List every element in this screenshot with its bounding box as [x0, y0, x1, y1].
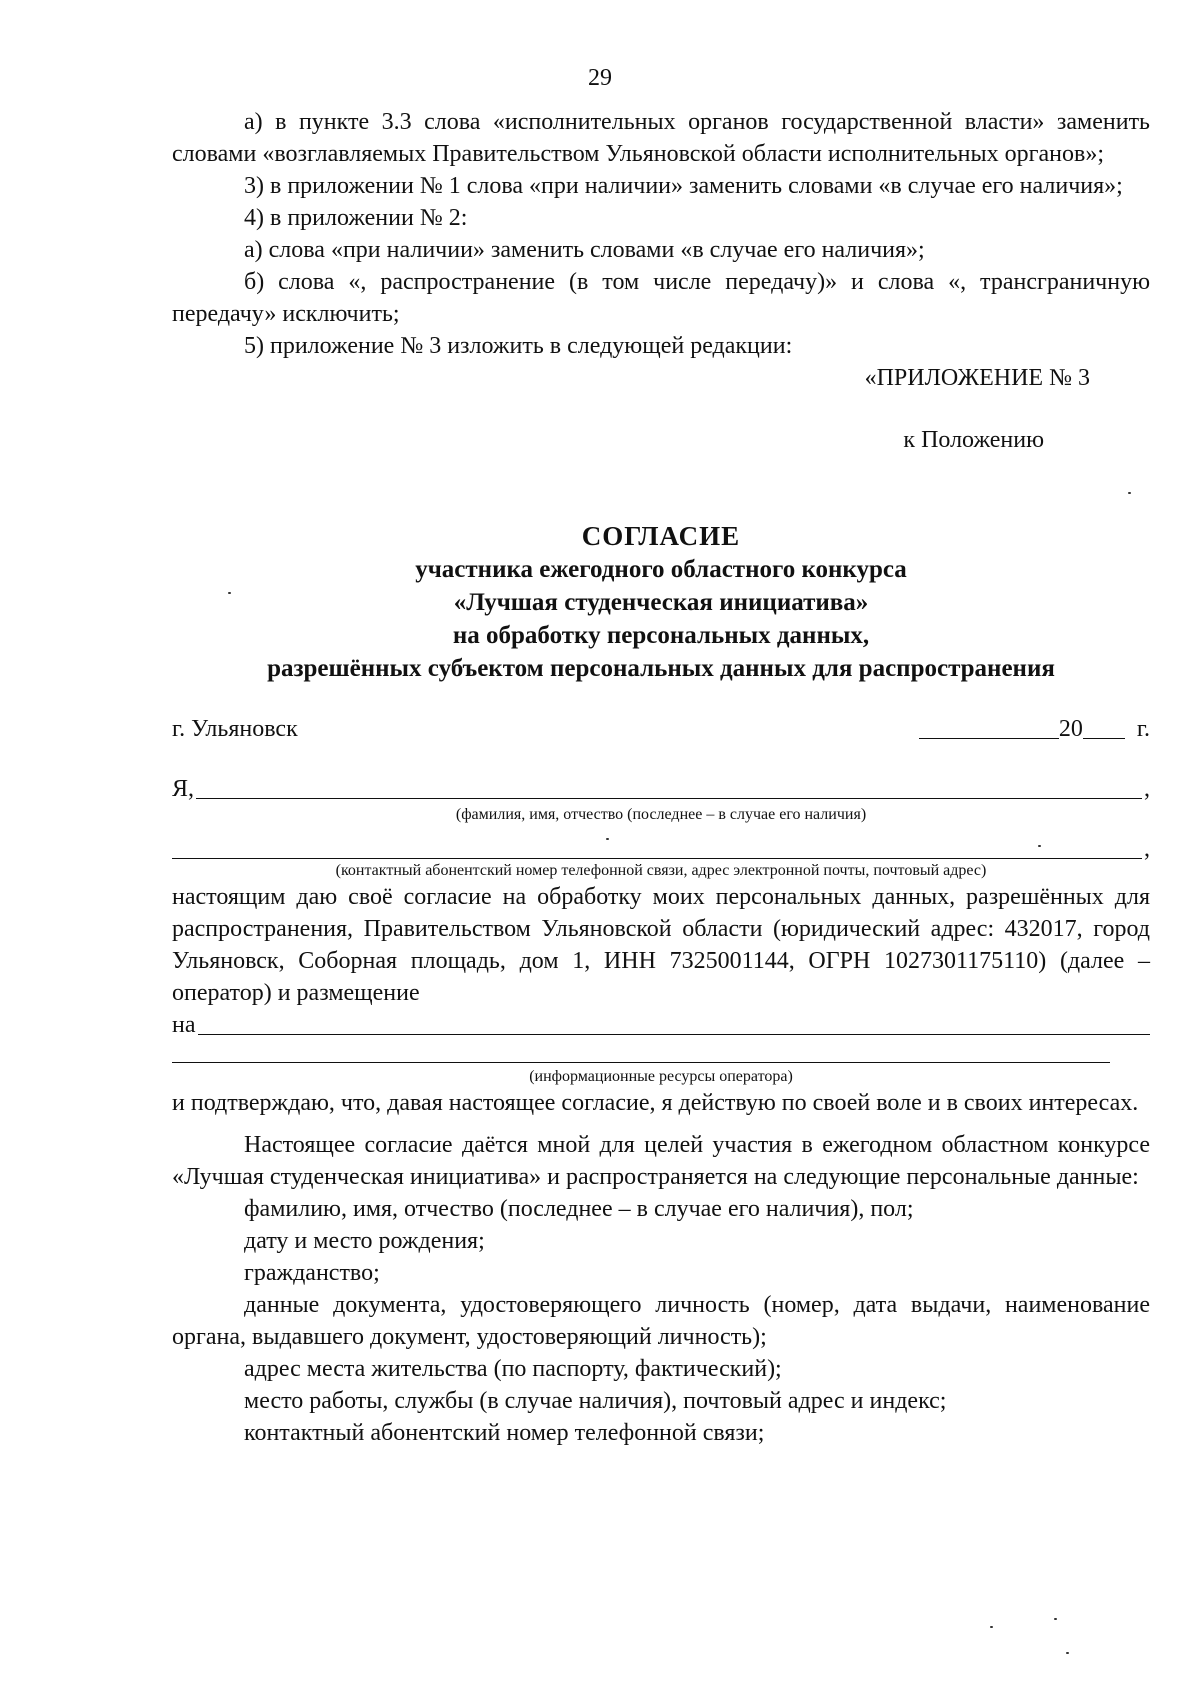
- hint-contact: (контактный абонентский номер телефонной связи, адрес электронной почты, почтовый адрес): [335, 862, 987, 879]
- fio-field[interactable]: [196, 774, 1142, 799]
- scan-speck: [606, 838, 609, 840]
- resources-field[interactable]: [198, 1010, 1151, 1035]
- na-label: на: [172, 1012, 196, 1038]
- paragraph-amendment-3: 3) в приложении № 1 слова «при наличии» заменить словами «в случае его наличия»;: [244, 173, 1123, 199]
- paragraph-amendment-5: 5) приложение № 3 изложить в следующей редакции:: [244, 333, 793, 359]
- data-item-1: фамилию, имя, отчество (последнее – в случае его наличия), пол;: [244, 1196, 914, 1222]
- resources-field-line-2[interactable]: [172, 1061, 1110, 1063]
- scan-speck: [990, 1626, 993, 1628]
- page-number: 29: [588, 65, 612, 91]
- data-item-2: дату и место рождения;: [244, 1228, 485, 1254]
- consent-subtitle-1: участника ежегодного областного конкурса: [415, 556, 907, 583]
- contact-field[interactable]: [172, 834, 1142, 859]
- paragraph-amendment-4a: а) слова «при наличии» заменить словами «в случае его наличия»;: [244, 237, 925, 263]
- city: г. Ульяновск: [172, 716, 298, 742]
- scan-speck: [1128, 492, 1131, 494]
- confirm-text: и подтверждаю, что, давая настоящее согласие, я действую по своей воле и в своих интересах.: [172, 1090, 1139, 1116]
- consent-subtitle-4: разрешённых субъектом персональных данных для распространения: [267, 655, 1055, 682]
- date-suffix: г.: [1136, 716, 1150, 742]
- consent-subtitle-3: на обработку персональных данных,: [452, 622, 870, 649]
- scan-speck: [1038, 845, 1041, 847]
- scan-speck: [228, 592, 231, 594]
- paragraph-amendment-a: а) в пункте 3.3 слова «исполнительных органов государственной власти» заменить словами «возглавляемых Правительством Ульяновской области исполнительных органов»;: [172, 109, 1150, 167]
- paragraph-amendment-4b: б) слова «, распространение (в том числе передачу)» и слова «, трансграничную передачу» исключить;: [172, 269, 1150, 327]
- hint-resources: (информационные ресурсы оператора): [529, 1068, 793, 1085]
- ya-label: Я,: [172, 776, 195, 802]
- data-item-3: гражданство;: [244, 1260, 380, 1286]
- data-item-7: контактный абонентский номер телефонной связи;: [244, 1420, 765, 1446]
- hint-fio: (фамилия, имя, отчество (последнее – в случае его наличия): [455, 806, 867, 823]
- data-item-6: место работы, службы (в случае наличия), почтовый адрес и индекс;: [244, 1388, 947, 1414]
- consent-title: СОГЛАСИЕ: [581, 521, 741, 551]
- appendix-to: к Положению: [903, 427, 1044, 453]
- consent-text: настоящим даю своё согласие на обработку моих персональных данных, разрешённых для распространения, Правительством Ульяновской области (юридический адрес: 432017, город Ульяновск, Соборная площадь, дом 1, ИНН 7325001144, ОГРН 1027301175110) (далее – оператор) и размещение: [172, 884, 1150, 1006]
- scan-speck: [1054, 1618, 1057, 1620]
- date-year: 20: [1058, 716, 1083, 742]
- paragraph-amendment-4: 4) в приложении № 2:: [244, 205, 468, 231]
- data-item-5: адрес места жительства (по паспорту, фактический);: [244, 1356, 782, 1382]
- contact-comma: ,: [1144, 836, 1150, 862]
- fio-comma: ,: [1144, 776, 1150, 802]
- date-field[interactable]: [919, 714, 1059, 739]
- city-date-row: [172, 713, 1150, 745]
- fio-row: [172, 773, 1150, 805]
- document-body: [172, 0, 1150, 1449]
- purpose-text: Настоящее согласие даётся мной для целей участия в ежегодном областном конкурсе «Лучшая студенческая инициатива» и распространяется на следующие персональные данные:: [172, 1132, 1150, 1190]
- consent-subtitle-2: «Лучшая студенческая инициатива»: [453, 589, 869, 616]
- resources-row: [172, 1009, 1150, 1041]
- data-item-4: данные документа, удостоверяющего личность (номер, дата выдачи, наименование органа, выдавшего документ, удостоверяющий личность);: [172, 1292, 1150, 1350]
- appendix-label: «ПРИЛОЖЕНИЕ № 3: [864, 365, 1090, 391]
- scan-speck: [1066, 1652, 1069, 1654]
- year-field[interactable]: [1083, 714, 1125, 739]
